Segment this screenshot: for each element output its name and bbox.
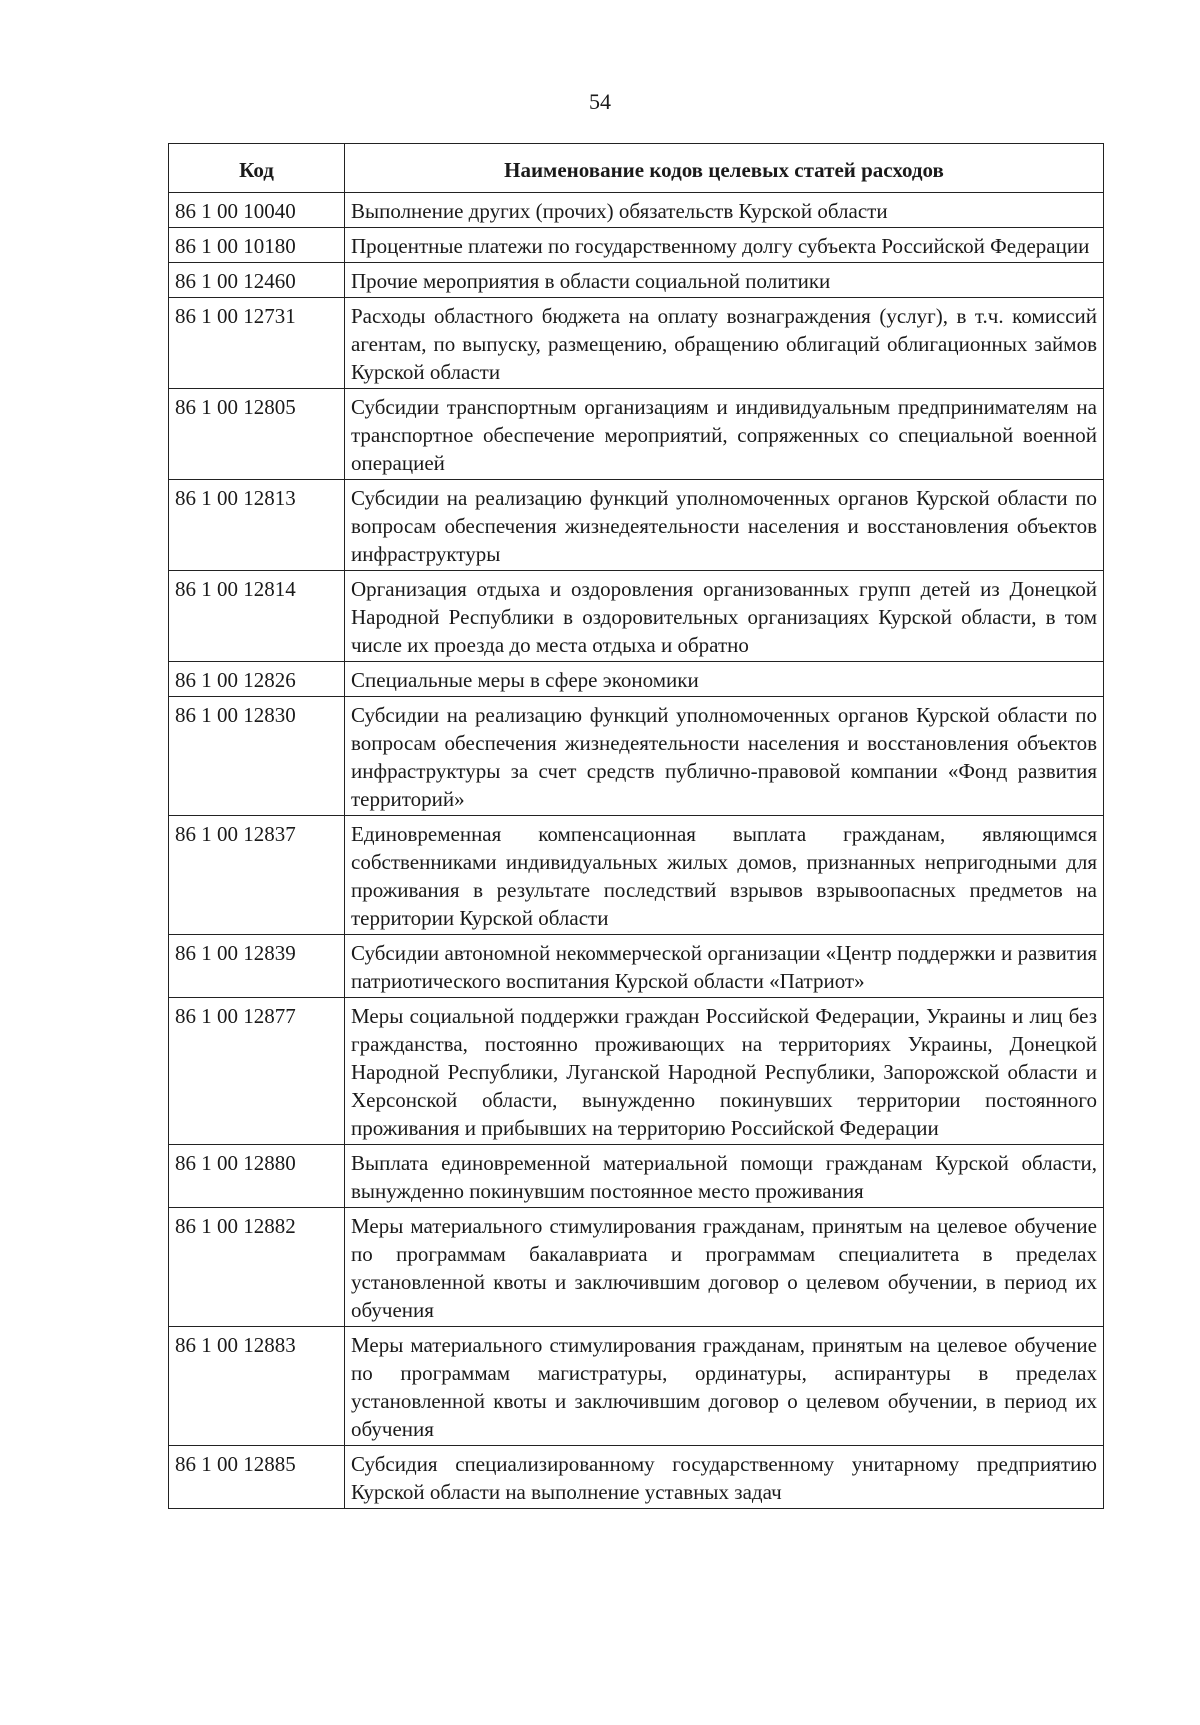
table-row xyxy=(169,998,1104,1145)
row-code: 86 1 00 10040 xyxy=(169,193,345,228)
table-row xyxy=(169,263,1104,298)
row-code: 86 1 00 12882 xyxy=(169,1208,345,1327)
row-code: 86 1 00 12883 xyxy=(169,1327,345,1446)
row-name: Выполнение других (прочих) обязательств Курской области xyxy=(345,193,1104,228)
table-header-row xyxy=(169,144,1104,193)
table-row xyxy=(169,816,1104,935)
page-number: 54 xyxy=(589,89,611,114)
table-row xyxy=(169,480,1104,571)
table-row xyxy=(169,1446,1104,1509)
table-row xyxy=(169,935,1104,998)
row-name: Меры социальной поддержки граждан Российской Федерации, Украины и лиц без гражданства, постоянно проживающих на территориях Украины, Донецкой Народной Республики, Луганской Народной Республики, Запорожской области и Херсонской области, вынужденно покинувших территории постоянного проживания и прибывших на территорию Российской Федерации xyxy=(345,998,1104,1145)
row-name: Расходы областного бюджета на оплату вознаграждения (услуг), в т.ч. комиссий агентам, по выпуску, размещению, обращению облигаций облигационных займов Курской области xyxy=(345,298,1104,389)
row-code: 86 1 00 12814 xyxy=(169,571,345,662)
table-row xyxy=(169,228,1104,263)
header-name: Наименование кодов целевых статей расходов xyxy=(345,144,1104,193)
row-code: 86 1 00 12826 xyxy=(169,662,345,697)
table-row xyxy=(169,697,1104,816)
row-code: 86 1 00 12830 xyxy=(169,697,345,816)
table-row xyxy=(169,193,1104,228)
row-name: Субсидии автономной некоммерческой организации «Центр поддержки и развития патриотического воспитания Курской области «Патриот» xyxy=(345,935,1104,998)
row-name: Специальные меры в сфере экономики xyxy=(345,662,1104,697)
row-name: Меры материального стимулирования гражданам, принятым на целевое обучение по программам магистратуры, ординатуры, аспирантуры в пределах установленной квоты и заключившим договор о целевом обучении, в период их обучения xyxy=(345,1327,1104,1446)
table-row xyxy=(169,1327,1104,1446)
row-code: 86 1 00 12877 xyxy=(169,998,345,1145)
table-row xyxy=(169,1145,1104,1208)
row-name: Прочие мероприятия в области социальной политики xyxy=(345,263,1104,298)
row-code: 86 1 00 12813 xyxy=(169,480,345,571)
table-body xyxy=(169,193,1104,1509)
row-name: Процентные платежи по государственному долгу субъекта Российской Федерации xyxy=(345,228,1104,263)
row-code: 86 1 00 12885 xyxy=(169,1446,345,1509)
row-code: 86 1 00 12731 xyxy=(169,298,345,389)
header-code: Код xyxy=(169,144,345,193)
row-code: 86 1 00 10180 xyxy=(169,228,345,263)
row-code: 86 1 00 12460 xyxy=(169,263,345,298)
table-row xyxy=(169,1208,1104,1327)
table-row xyxy=(169,389,1104,480)
row-name: Меры материального стимулирования гражданам, принятым на целевое обучение по программам бакалавриата и программам специалитета в пределах установленной квоты и заключившим договор о целевом обучении, в период их обучения xyxy=(345,1208,1104,1327)
target-expense-codes-table xyxy=(168,143,1104,1509)
row-name: Субсидии на реализацию функций уполномоченных органов Курской области по вопросам обеспечения жизнедеятельности населения и восстановления объектов инфраструктуры xyxy=(345,480,1104,571)
row-code: 86 1 00 12837 xyxy=(169,816,345,935)
row-name: Субсидии на реализацию функций уполномоченных органов Курской области по вопросам обеспечения жизнедеятельности населения и восстановления объектов инфраструктуры за счет средств публично-правовой компании «Фонд развития территорий» xyxy=(345,697,1104,816)
row-code: 86 1 00 12880 xyxy=(169,1145,345,1208)
table-row xyxy=(169,571,1104,662)
row-name: Выплата единовременной материальной помощи гражданам Курской области, вынужденно покинувшим постоянное место проживания xyxy=(345,1145,1104,1208)
row-name: Субсидии транспортным организациям и индивидуальным предпринимателям на транспортное обеспечение мероприятий, сопряженных со специальной военной операцией xyxy=(345,389,1104,480)
table-row xyxy=(169,298,1104,389)
row-name: Единовременная компенсационная выплата гражданам, являющимся собственниками индивидуальных жилых домов, признанных непригодными для проживания в результате последствий взрывов взрывоопасных предметов на территории Курской области xyxy=(345,816,1104,935)
row-code: 86 1 00 12839 xyxy=(169,935,345,998)
row-name: Организация отдыха и оздоровления организованных групп детей из Донецкой Народной Республики в оздоровительных организациях Курской области, в том числе их проезда до места отдыха и обратно xyxy=(345,571,1104,662)
table-row xyxy=(169,662,1104,697)
row-code: 86 1 00 12805 xyxy=(169,389,345,480)
row-name: Субсидия специализированному государственному унитарному предприятию Курской области на выполнение уставных задач xyxy=(345,1446,1104,1509)
